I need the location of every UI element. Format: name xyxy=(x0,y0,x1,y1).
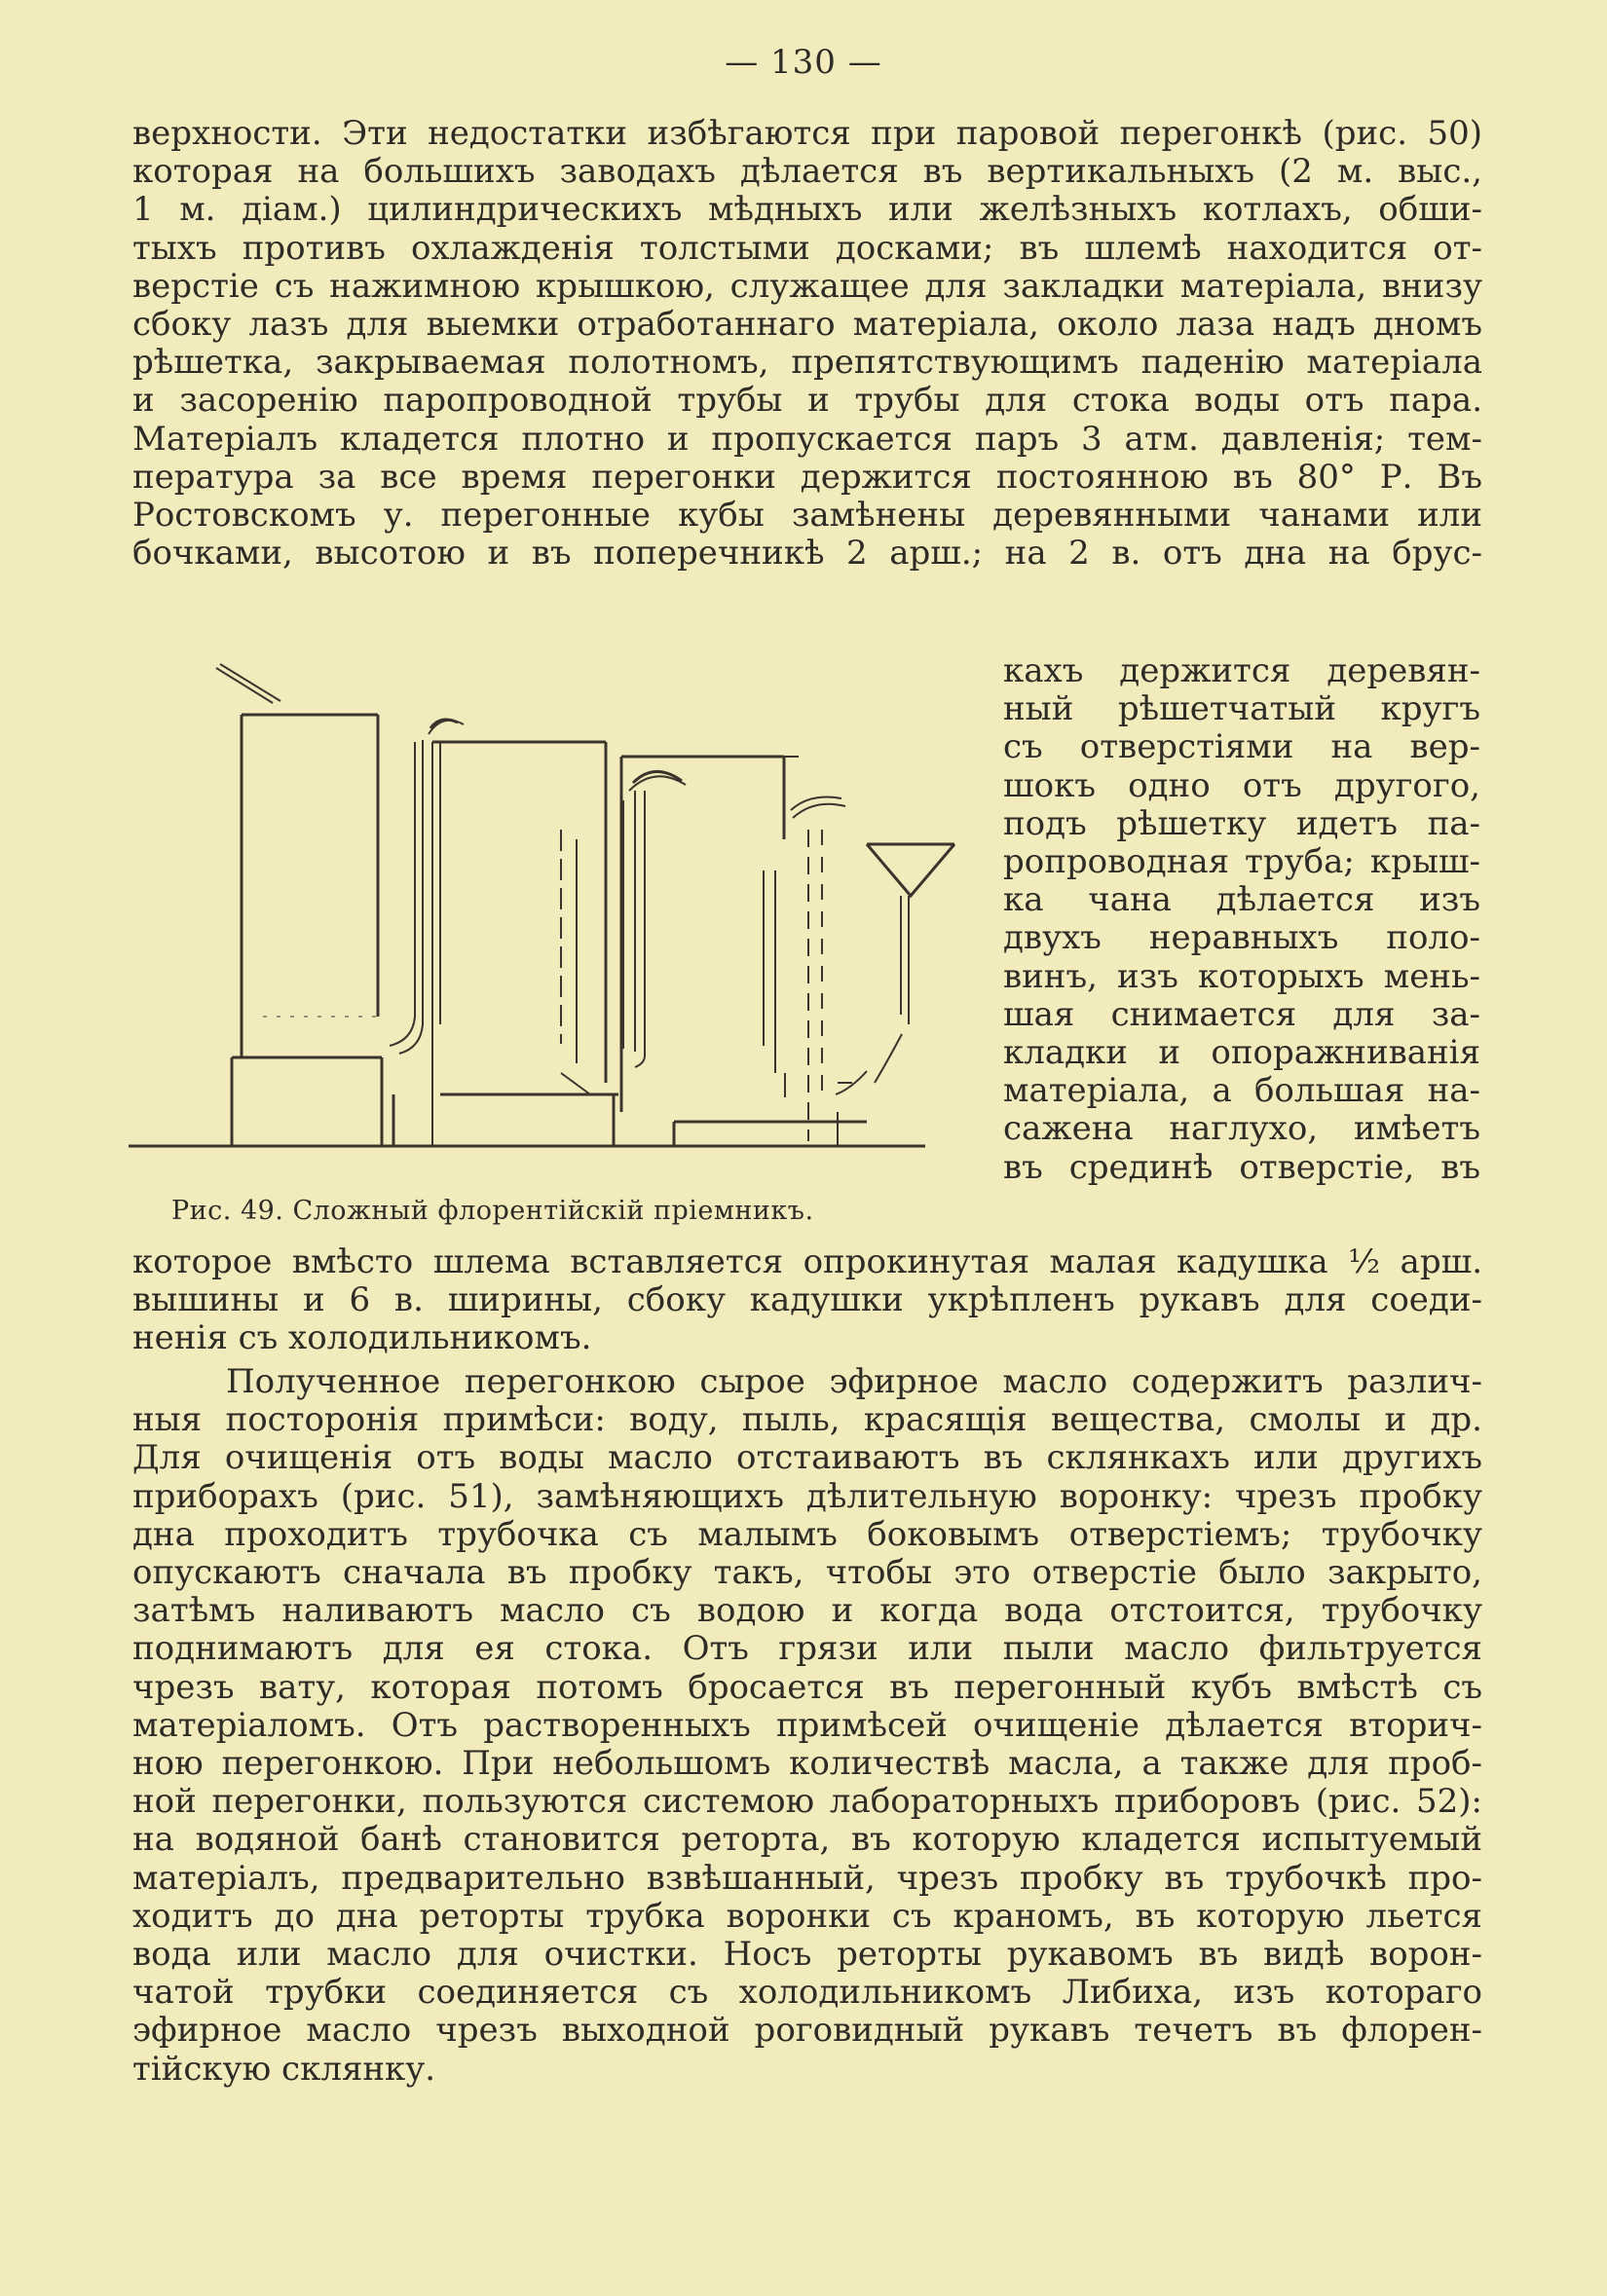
text-line: поднимаютъ для ея стока. Отъ грязи или пыли масло фильтруется xyxy=(132,1629,1482,1669)
text-line: приборахъ (рис. 51), замѣняющихъ дѣлительную воронку: чрезъ пробку xyxy=(132,1476,1482,1516)
text-line: винъ, изъ которыхъ мень- xyxy=(1003,956,1480,996)
text-line: вода или масло для очистки. Носъ реторты рукавомъ въ видѣ ворон- xyxy=(132,1935,1482,1975)
text-line: кахъ держится деревян- xyxy=(1003,651,1480,690)
text-line: матеріаломъ. Отъ растворенныхъ примѣсей очищеніе дѣлается вторич- xyxy=(132,1705,1482,1745)
text-line: сажена наглухо, имѣетъ xyxy=(1003,1109,1480,1149)
text-line: рѣшетка, закрываемая полотномъ, препятствующимъ паденію матеріала xyxy=(132,343,1482,383)
text-line: сбоку лазъ для выемки отработаннаго матеріала, около лаза надъ дномъ xyxy=(132,305,1482,345)
text-line: ный рѣшетчатый кругъ xyxy=(1003,689,1480,729)
text-line: шокъ одно отъ другого, xyxy=(1003,765,1480,805)
text-line: которая на большихъ заводахъ дѣлается въ вертикальныхъ (2 м. выс., xyxy=(132,152,1482,192)
text-line: ка чана дѣлается изъ xyxy=(1003,880,1480,920)
text-line: кладки и опоражниванія xyxy=(1003,1033,1480,1073)
text-line: 1 м. діам.) цилиндрическихъ мѣдныхъ или желѣзныхъ котлахъ, обши- xyxy=(132,190,1482,230)
text-line: верхности. Эти недостатки избѣгаются при паровой перегонкѣ (рис. 50) xyxy=(132,114,1482,153)
text-line: бочками, высотою и въ поперечникѣ 2 арш.; на 2 в. отъ дна на брус- xyxy=(132,534,1482,574)
text-line: дна проходитъ трубочка съ малымъ боковымъ отверстіемъ; трубочку xyxy=(132,1514,1482,1554)
text-line: чатой трубки соединяется съ холодильникомъ Либиха, изъ котораго xyxy=(132,1973,1482,2013)
text-line: ныя посторонія примѣси: воду, пыль, красящія вещества, смолы и др. xyxy=(132,1400,1482,1440)
text-line: которое вмѣсто шлема вставляется опрокинутая малая кадушка ½ арш. xyxy=(132,1242,1482,1281)
text-line: двухъ неравныхъ поло- xyxy=(1003,918,1480,958)
text-line: на водяной банѣ становится реторта, въ которую кладется испытуемый xyxy=(132,1820,1482,1860)
text-line: и засоренію паропроводной трубы и трубы для стока воды отъ пара. xyxy=(132,381,1482,421)
text-line: верстіе съ нажимною крышкою, служащее для закладки матеріала, внизу xyxy=(132,266,1482,306)
text-line: Для очищенія отъ воды масло отстаиваютъ въ склянкахъ или другихъ xyxy=(132,1438,1482,1478)
text-line: ной перегонки, пользуются системою лабораторныхъ приборовъ (рис. 52): xyxy=(132,1782,1482,1822)
text-line: Ростовскомъ у. перегонные кубы замѣнены деревянными чанами или xyxy=(132,496,1482,536)
text-line: тыхъ противъ охлажденія толстыми досками; въ шлемѣ находится от- xyxy=(132,228,1482,268)
florentine-receiver-figure xyxy=(127,654,984,1200)
text-line: опускаютъ сначала въ пробку такъ, чтобы это отверстіе было закрыто, xyxy=(132,1553,1482,1593)
text-line: чрезъ вату, которая потомъ бросается въ перегонный кубъ вмѣстѣ съ xyxy=(132,1667,1482,1707)
text-line: матеріалъ, предварительно взвѣшанный, чрезъ пробку въ трубочкѣ про- xyxy=(132,1858,1482,1898)
text-line: пература за все время перегонки держится постоянною въ 80° Р. Въ xyxy=(132,457,1482,497)
text-line: матеріала, а большая на- xyxy=(1003,1071,1480,1111)
page-number: — 130 — xyxy=(725,43,882,82)
text-line: съ отверстіями на вер- xyxy=(1003,727,1480,767)
text-line: Полученное перегонкою сырое эфирное масло содержитъ различ- xyxy=(226,1362,1482,1401)
top-paragraph xyxy=(132,115,1482,573)
side-column-text xyxy=(1003,652,1480,1187)
figure-caption: Рис. 49. Сложный флорентійскій пріемникъ. xyxy=(171,1196,814,1226)
text-line: шая снимается для за- xyxy=(1003,994,1480,1034)
text-line: Матеріалъ кладется плотно и пропускается паръ 3 атм. давленія; тем- xyxy=(132,419,1482,459)
text-line: вышины и 6 в. ширины, сбоку кадушки укрѣпленъ рукавъ для соеди- xyxy=(132,1280,1482,1320)
text-line: эфирное масло чрезъ выходной роговидный рукавъ течетъ въ флорен- xyxy=(132,2011,1482,2051)
text-line: ною перегонкою. При небольшомъ количествѣ масла, а также для проб- xyxy=(132,1744,1482,1784)
text-line: тійскую склянку. xyxy=(132,2049,436,2089)
second-paragraph xyxy=(132,1363,1482,2089)
text-line: ходитъ до дна реторты трубка воронки съ краномъ, въ которую льется xyxy=(132,1896,1482,1936)
continuation-text xyxy=(132,1243,1482,1358)
text-line: ненія съ холодильникомъ. xyxy=(132,1318,592,1358)
text-line: подъ рѣшетку идетъ па- xyxy=(1003,803,1480,843)
text-line: затѣмъ наливаютъ масло съ водою и когда вода отстоится, трубочку xyxy=(132,1591,1482,1631)
text-line: ропроводная труба; крыш- xyxy=(1003,842,1480,882)
text-line: въ срединѣ отверстіе, въ xyxy=(1003,1147,1480,1187)
